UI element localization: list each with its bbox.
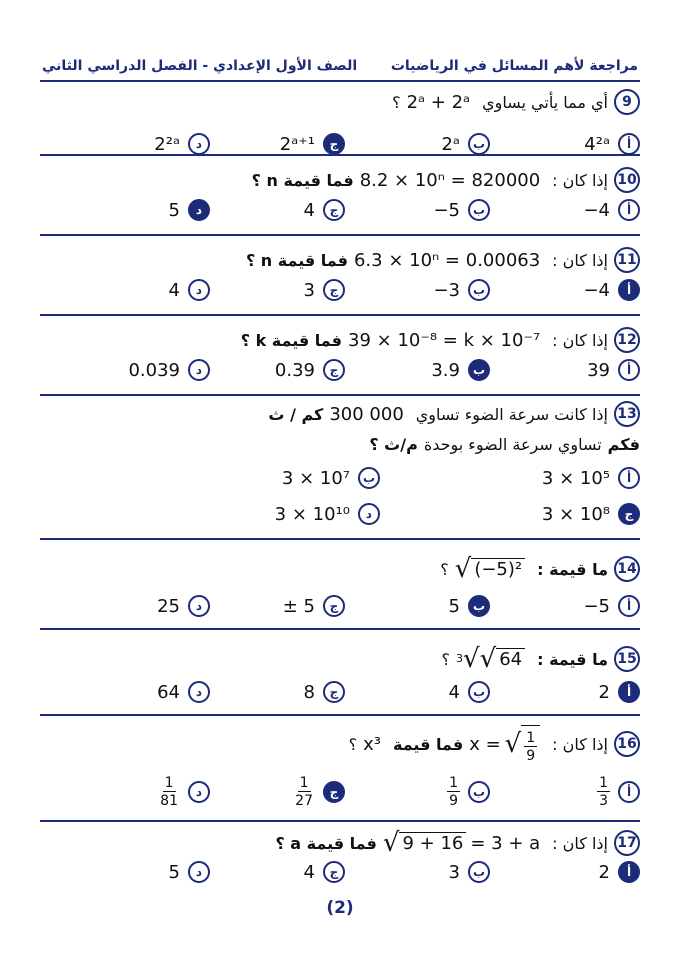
choice-a[interactable]: −4 أ bbox=[583, 194, 640, 226]
divider bbox=[40, 538, 640, 540]
choice-a[interactable]: −4 أ bbox=[583, 274, 640, 306]
cube-root-expression: 3 √ √ 64 bbox=[456, 646, 525, 672]
choice-letter-icon: ج bbox=[323, 199, 345, 221]
choice-letter-icon: أ bbox=[618, 467, 640, 489]
choice-letter-icon: ب bbox=[468, 199, 490, 221]
choice-letter-icon: ج bbox=[323, 279, 345, 301]
question-text: ما قيمة : bbox=[537, 559, 608, 579]
question-text-2a: فكم bbox=[607, 434, 640, 454]
choice-d[interactable]: 0.039 د bbox=[128, 354, 210, 386]
question-text: إذا كان : bbox=[552, 170, 608, 190]
choice-letter-icon: أ bbox=[618, 359, 640, 381]
question-unit: كم / ث bbox=[268, 404, 324, 424]
sqrt-icon: √ bbox=[382, 828, 400, 858]
choice-letter-icon: ب bbox=[468, 781, 490, 803]
choice-b[interactable]: 5 ب bbox=[449, 590, 490, 622]
choice-a[interactable]: 2 أ bbox=[599, 856, 640, 888]
choice-letter-icon: د bbox=[358, 503, 380, 525]
choice-a[interactable]: 2 أ bbox=[599, 676, 640, 708]
choice-d[interactable]: 25 د bbox=[157, 590, 210, 622]
question-text: إذا كان : bbox=[552, 833, 608, 853]
choices bbox=[40, 194, 640, 226]
question-text-2b: تساوي سرعة الضوء بوحدة bbox=[423, 434, 602, 454]
choice-letter-icon: أ bbox=[618, 133, 640, 155]
question-math: 8.2 × 10ⁿ = 820000 bbox=[359, 169, 541, 191]
question-number: 14 bbox=[614, 556, 640, 582]
choice-a[interactable]: $\frac{1}{3}$ أ bbox=[597, 772, 640, 812]
divider bbox=[40, 154, 640, 156]
question-suffix-a: فما قيمة bbox=[392, 734, 464, 754]
header-title: مراجعة لأهم المسائل في الرياضيات bbox=[390, 58, 638, 74]
choice-b[interactable]: −3 ب bbox=[433, 274, 490, 306]
choice-letter-icon: ب bbox=[358, 467, 380, 489]
choice-c[interactable]: 3 ج bbox=[304, 274, 345, 306]
question-text-2c: م/ث ؟ bbox=[369, 434, 418, 454]
choices bbox=[40, 274, 640, 306]
question-math: 2ᵃ + 2ᵃ bbox=[406, 91, 471, 113]
choice-letter-icon: ب bbox=[468, 359, 490, 381]
question-suffix: فما قيمة n ؟ bbox=[245, 250, 348, 270]
question-text: إذا كان : bbox=[552, 734, 608, 754]
choice-c[interactable]: 4 ج bbox=[304, 856, 345, 888]
question-math: 6.3 × 10ⁿ = 0.00063 bbox=[353, 249, 541, 271]
choice-c[interactable]: 8 ج bbox=[304, 676, 345, 708]
choice-b[interactable]: 3 ب bbox=[449, 856, 490, 888]
divider bbox=[40, 314, 640, 316]
choice-d[interactable]: $\frac{1}{81}$ د bbox=[158, 772, 210, 812]
question-math: 39 × 10⁻⁸ = k × 10⁻⁷ bbox=[348, 329, 541, 351]
choice-b[interactable]: −5 ب bbox=[433, 194, 490, 226]
choice-letter-icon: ج bbox=[323, 595, 345, 617]
choice-c[interactable]: 4 ج bbox=[304, 194, 345, 226]
divider bbox=[40, 394, 640, 396]
choice-a[interactable]: 39 أ bbox=[587, 354, 640, 386]
divider bbox=[40, 714, 640, 716]
divider bbox=[40, 628, 640, 630]
choice-letter-icon: ج bbox=[323, 681, 345, 703]
choice-c[interactable]: $\frac{1}{27}$ ج bbox=[293, 772, 345, 812]
choice-a[interactable]: 3 × 10⁵ أ bbox=[542, 462, 640, 494]
choice-letter-icon: ج bbox=[323, 133, 345, 155]
choice-a[interactable]: −5 أ bbox=[583, 590, 640, 622]
choice-letter-icon: ج bbox=[618, 503, 640, 525]
divider bbox=[40, 820, 640, 822]
choice-a[interactable]: 4²ᵃ أ bbox=[584, 128, 640, 160]
choice-d[interactable]: 3 × 10¹⁰ د bbox=[275, 498, 380, 530]
choices bbox=[40, 856, 640, 888]
sqrt-icon: √ bbox=[454, 554, 472, 584]
choice-letter-icon: ب bbox=[468, 133, 490, 155]
choice-letter-icon: ب bbox=[468, 681, 490, 703]
question-number: 12 bbox=[614, 327, 640, 353]
choices bbox=[40, 498, 640, 530]
choice-d[interactable]: 2²ᵃ د bbox=[154, 128, 210, 160]
choice-letter-icon: ج bbox=[323, 781, 345, 803]
sqrt-icon: √ bbox=[479, 644, 497, 674]
question-math: x = √ $\frac{1}{9}$ bbox=[469, 725, 540, 763]
page-number: (2) bbox=[326, 898, 354, 918]
choice-letter-icon: ب bbox=[468, 595, 490, 617]
sqrt-expression: √ $\frac{1}{9}$ bbox=[505, 725, 541, 763]
choice-letter-icon: أ bbox=[618, 861, 640, 883]
choice-letter-icon: د bbox=[188, 861, 210, 883]
question-number: 13 bbox=[614, 401, 640, 427]
root-icon: √ bbox=[463, 644, 480, 674]
choice-d[interactable]: 4 د bbox=[169, 274, 210, 306]
question-number: 9 bbox=[614, 89, 640, 115]
choice-d[interactable]: 64 د bbox=[157, 676, 210, 708]
question-math: √ 9 + 16 = 3 + a bbox=[382, 828, 541, 858]
question-number: 16 bbox=[614, 731, 640, 757]
choice-b[interactable]: $\frac{1}{9}$ ب bbox=[447, 772, 490, 812]
question-number: 17 bbox=[614, 830, 640, 856]
choice-c[interactable]: 2ᵃ⁺¹ ج bbox=[280, 128, 345, 160]
sqrt-expression: √ 9 + 16 bbox=[383, 830, 466, 856]
question-suffix-c: ؟ bbox=[348, 734, 358, 754]
choice-c[interactable]: 3 × 10⁸ ج bbox=[542, 498, 640, 530]
choices bbox=[40, 354, 640, 386]
choice-letter-icon: د bbox=[188, 279, 210, 301]
choice-d[interactable]: 5 د bbox=[169, 856, 210, 888]
question-text: إذا كان : bbox=[552, 330, 608, 350]
choice-b[interactable]: 3 × 10⁷ ب bbox=[282, 462, 380, 494]
choice-letter-icon: د bbox=[188, 781, 210, 803]
question-math: 300 000 bbox=[329, 403, 404, 425]
divider bbox=[40, 234, 640, 236]
choice-letter-icon: أ bbox=[618, 595, 640, 617]
choice-c[interactable]: ± 5 ج bbox=[283, 590, 345, 622]
question-suffix: ؟ bbox=[441, 649, 451, 669]
header-grade: الصف الأول الإعدادي - الفصل الدراسي الثاني bbox=[42, 58, 358, 74]
choice-d[interactable]: 5 د bbox=[169, 194, 210, 226]
question-suffix: ؟ bbox=[440, 559, 449, 579]
question-text: إذا كان : bbox=[552, 250, 608, 270]
choice-letter-icon: ب bbox=[468, 861, 490, 883]
page-header bbox=[40, 56, 640, 82]
question-number: 11 bbox=[614, 247, 640, 273]
choice-letter-icon: د bbox=[188, 359, 210, 381]
choice-letter-icon: أ bbox=[618, 199, 640, 221]
choice-letter-icon: ب bbox=[468, 279, 490, 301]
choice-letter-icon: د bbox=[188, 133, 210, 155]
choice-b[interactable]: 3.9 ب bbox=[431, 354, 490, 386]
choice-b[interactable]: 2ᵃ ب bbox=[441, 128, 490, 160]
choice-letter-icon: أ bbox=[618, 681, 640, 703]
choice-c[interactable]: 0.39 ج bbox=[275, 354, 345, 386]
choice-letter-icon: أ bbox=[618, 279, 640, 301]
question-suffix: فما قيمة n ؟ bbox=[251, 170, 354, 190]
choice-letter-icon: د bbox=[188, 199, 210, 221]
choices bbox=[40, 676, 640, 708]
choice-b[interactable]: 4 ب bbox=[449, 676, 490, 708]
choice-letter-icon: ج bbox=[323, 359, 345, 381]
choices bbox=[40, 772, 640, 812]
choices bbox=[40, 462, 640, 494]
sqrt-icon: √ bbox=[504, 729, 522, 759]
question-suffix: فما قيمة k ؟ bbox=[240, 330, 343, 350]
question-text: إذا كانت سرعة الضوء تساوي bbox=[415, 404, 608, 424]
question-suffix: فما قيمة a ؟ bbox=[275, 833, 377, 853]
choice-letter-icon: د bbox=[188, 681, 210, 703]
question-number: 15 bbox=[614, 646, 640, 672]
sqrt-expression: √ (−5)² bbox=[455, 556, 525, 582]
question-text: ما قيمة : bbox=[537, 649, 608, 669]
question-suffix: ؟ bbox=[392, 92, 401, 112]
choices bbox=[40, 590, 640, 622]
question-text: أي مما يأتي يساوي bbox=[482, 92, 608, 112]
question-suffix-b: x³ bbox=[363, 733, 381, 755]
choice-letter-icon: ج bbox=[323, 861, 345, 883]
question-number: 10 bbox=[614, 167, 640, 193]
choice-letter-icon: د bbox=[188, 595, 210, 617]
choice-letter-icon: أ bbox=[618, 781, 640, 803]
